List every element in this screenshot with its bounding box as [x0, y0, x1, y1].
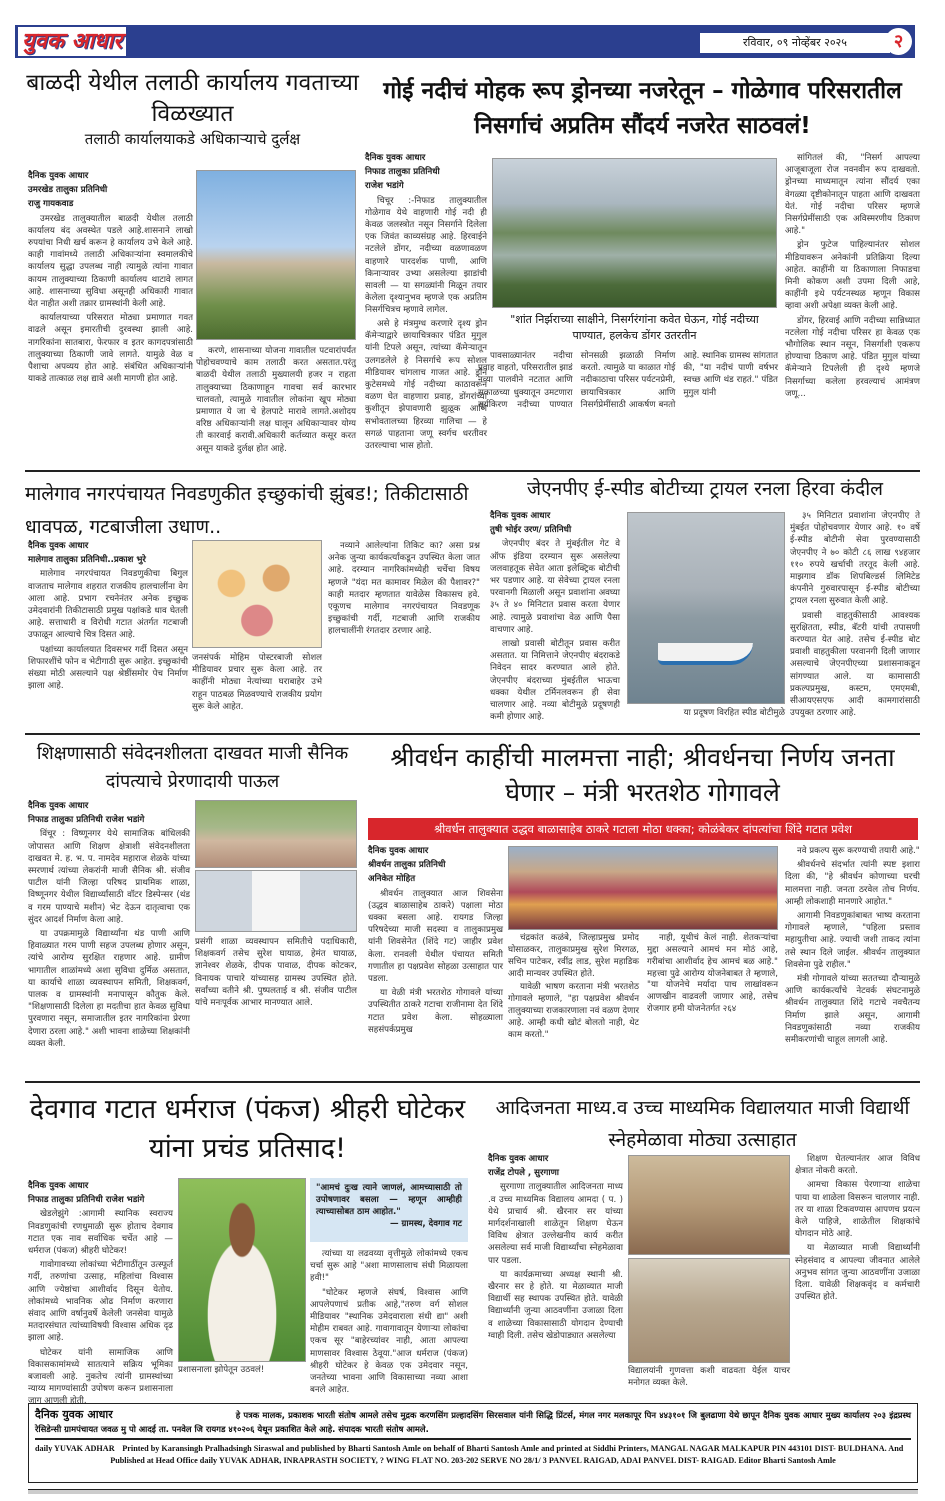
article-4-body [490, 510, 620, 723]
portrait-caption: प्रशासनाला झोपेतून उठवलं! [178, 1365, 265, 1375]
byline: राजेश भडांगे [365, 181, 404, 192]
e-speed-boat-photo [627, 512, 785, 704]
paragraph: श्रीवर्धन तालुक्यात आज शिवसेना (उद्धव बाळासाहेब ठाकरे) पक्षाला मोठा धक्का बसला आहे. रायगड जिल्हा परिषदेच्या माजी सदस्या व तालुकाप्रमुख यांनी शिवसेनेत (शिंदे गट) जाहीर प्रवेश केला. रानवली येथील पंचायत समिती गणातील हा पक्षप्रवेश सोहळा उत्साहात पार पडला. [368, 888, 503, 985]
paragraph: या उपक्रमामुळे विद्यार्थ्यांना थंड पाणी आणि हिवाळ्यात गरम पाणी सहज उपलब्ध होणार असून, त्यांचे आरोग्य सुरक्षित राहणार आहे. ग्रामीण भागातील शाळांमध्ये अशा सुविधा दुर्मिळ असतात, या कार्याचे शाळा व्यवस्थापन समिती, शिक्षकवर्ग, पालक व ग्रामस्थांनी मनापासून कौतुक केले. "शिक्षणासाठी दिलेला हा मदतीचा हात केवळ सुविधा पुरवणारा नसून, समाजातील इतर नागरिकांना प्रेरणा देणारा ठरला आहे." अशी भावना शाळेच्या शिक्षकांनी व्यक्त केली. [28, 929, 190, 1049]
paragraph: पक्षांच्या कार्यालयात दिवसभर गर्दी दिसत असून शिफारशींचे फोन व भेटीगाठी सुरू आहेत. इच्छुकांची संख्या मोठी असल्याने पक्ष श्रेष्ठींसमोर पेच निर्माण झाला आहे. [28, 644, 188, 692]
byline: उमरखेड तालुका प्रतिनिधी [28, 185, 108, 196]
imprint-separator [35, 1438, 911, 1440]
reunion-photo [628, 1155, 790, 1255]
byline: श्रीवर्धन तालुका प्रतिनिधी [368, 860, 446, 871]
paragraph: उमरखेड तालुक्यातील बाळदी येथील तलाठी कार्यालय बंद अवस्थेत पडले आहे.शासनाने लाखो रुपयांचा निधी खर्च करून हे कार्यालय उभे केले आहे. काही गावांमध्ये तलाठी अधिकाऱ्यांना स्वमालकीचे कार्यालय सुद्धा उपलब्ध नाही त्यामुळे त्यांना गावात कायम तालुक्याच्या ठिकाणी कार्यालय थाटावे लागत आहे. शासनाच्या सुविधा असूनही अधिकारी गावात येत नाहीत अशी तक्रार ग्रामस्थांनी केली आहे. [28, 213, 193, 310]
article-1-headline: बाळदी येथील तलाठी कार्यालय गवताच्या विळख्यात [26, 70, 359, 128]
article-8-body-right [795, 1153, 920, 1378]
byline: तुषी भोईर उरण/ प्रतिनिधी [490, 525, 572, 536]
article-7-body [28, 1180, 173, 1407]
paragraph: यावेळी भाषण करताना मंत्री भरतशेठ गोगावले म्हणाले, "हा पक्षप्रवेश श्रीवर्धन तालुक्याच्या राजकारणाला नवं वळण देणार आहे. आम्ही कधी खोटं बोलतो नाही, थेट काम करतो." [508, 982, 639, 1040]
paragraph: करणे, शासनाच्या योजना गावातील पटवारांपर्यंत पोहोचवण्याचे काम तलाठी करत असतात.परंतु बाळदी येथील तलाठी मुख्यालयी हजर न राहता तालुक्याच्या ठिकाणाहून गावचा सर्व कारभार चालवतो, त्यामुळे गावातील लोकांना खूप मोठ्या प्रमाणात ये जा चे हेलपाटे मारावे लागते.अशोदय वरिष्ठ अधिकाऱ्यांनी लक्ष घालून अधिकाऱ्यावर योग्य ती कारवाई करावी.अधिकारी कर्तव्यात कसूर करत असून याकडे दुर्लक्ष होत आहे. [196, 346, 356, 454]
candidate-portrait-photo [178, 1178, 306, 1362]
paragraph: विंचूर : विष्णूनगर येथे सामाजिक बांधिलकी जोपासत आणि शिक्षण क्षेत्राशी संवेदनशीलता दाखवत मे. ह. भ. प. नामदेव महाराज शेळके यांच्या स्मरणार्थ त्यांच्या लेकरांनी माजी सैनिक श्री. संजीव पाटील यांनी जिल्हा परिषद प्राथमिक शाळा, विष्णूनगर येथील विद्यार्थ्यांसाठी वॉटर डिस्पेन्सर (थंड व गरम पाण्याचे मशीन) भेट देऊन दातृत्वाचा एक सुंदर आदर्श निर्माण केला आहे. [28, 829, 190, 925]
paragraph: शिक्षण घेतल्यानंतर आज विविध क्षेत्रात नोकरी करतो. [795, 1154, 920, 1177]
paragraph: प्रवासी वाहतुकीसाठी आवश्यक सुरक्षितता, स्पीड, बॅटरी यांची तपासणी करण्यात येत आहे. तसेच ई-स्पीड बोट प्रवाशी वाहतुकीला परवानगी दिली जाणार असल्याचे जेएनपीएच्या प्रशासनाकडून सांगण्यात आले. या कामासाठी प्रकल्पप्रमुख, कस्टम, एमएमबी, सीआयएसएफ आदी कामगारांसाठी उपयुक्त ठरणार आहे. [790, 610, 920, 719]
article-7-body-mid [310, 1248, 468, 1396]
article-6-body-right [785, 845, 920, 1073]
paragraph: या मेळाव्यात माजी विद्यार्थ्यांनी स्नेहसंवाद व आपल्या जीवनात आलेले अनुभव सांगत जुन्या आठवणींना उजाळा दिला. यावेळी शिक्षकवृंद व कर्मचारी उपस्थित होते. [795, 1243, 920, 1303]
byline: राजेंद्र टोपले , सुरगाणा [488, 1168, 560, 1179]
school-event-photo [195, 800, 357, 868]
byline: दैनिक युवक आधार [28, 541, 89, 551]
photo-caption: "शांत निर्झराच्या साक्षीने, निसर्गरंगांना कवेत घेऊन, गोई नदीच्या पाण्यात, हलकेच डोंगर उतरतीन [510, 313, 759, 342]
water-dispenser-photo [195, 870, 357, 932]
pull-quote [310, 1178, 468, 1242]
byline: निफाड तालुका प्रतिनिधी [365, 167, 440, 178]
divider [25, 1081, 920, 1083]
article-8-headline: आदिजनता माध्य.व उच्च माध्यमिक विद्यालयात माजी विद्यार्थी स्नेहमेळावा मोठ्या उत्साहात [495, 1097, 910, 1152]
byline: दैनिक युवक आधार [488, 1154, 549, 1164]
paragraph: खेडलेझुंगे :आगामी स्थानिक स्वराज्य निवडणुकांची रणधुमाळी सुरू होताच देवगाव गटात एक नाव सर्वाधिक चर्चेत आहे — धर्मराज (पंकज) श्रीहरी घोटेकर! [28, 1209, 173, 1257]
article-3-headline: मालेगाव नगरपंचायत निवडणुकीत इच्छुकांची झुंबड!; तिकीटासाठी धावपळ, गटबाजीला उधाण.. [25, 483, 469, 539]
paragraph: नव्याने आलेल्यांना तिकिट का? असा प्रश्न अनेक जुन्या कार्यकर्त्यांकडून उपस्थित केला जात आहे. दरम्यान नागरिकांमध्येही चर्चेचा विषय म्हणजे "यंदा मत कामावर मिळेल की पैशावर?" काही मतदार म्हणतात यावेळेस विकासच हवे. एकूणच मालेगाव नगरपंचायत निवडणूक इच्छुकांची गर्दी, गटबाजी आणि राजकीय हालचालींनी रंगतदार ठरणार आहे. [328, 541, 480, 637]
byline: दैनिक युवक आधार [28, 1181, 89, 1191]
paragraph: गावोगावच्या लोकांच्या भेटीगाठींतून उत्स्फूर्त गर्दी, तरुणांचा उत्साह, महिलांचा विश्वास आणि ज्येष्ठांचा आशीर्वाद दिसून येतोय. लोकांमध्ये भावनिक ओढ निर्माण करणारा संवाद आणि वर्षानुवर्षे केलेली जनसेवा यामुळे मतदारसंघात त्यांच्याविषयी विश्वास अधिक दृढ झाला आहे. [28, 1260, 173, 1344]
goi-river-drone-photo [492, 158, 777, 308]
paragraph: लाखो प्रवासी बोटीतून प्रवास करीत असतात. या निमित्ताने जेएनपीए बंदराकडे निवेदन सादर करण्यात आले होते. जेएनपीए बंदराच्या मुंबईतील भाऊचा धक्का येथील टर्मिनलवरून ही सेवा चालणार आहे. नव्या बोटीमुळे प्रदूषणही कमी होणार आहे. [490, 639, 620, 723]
imprint-name-mr: दैनिक युवक आधार [35, 1408, 113, 1421]
paragraph: श्रीवर्धनचे संदर्भात त्यांनी स्पष्ट इशारा दिला की, "हे श्रीवर्धन कोणाच्या घरची मालमत्ता नाही. जनता ठरवेल तोच निर्णय. आम्ही लोकशाही मानणारे आहोत." [785, 860, 920, 907]
byline: दैनिक युवक आधार [365, 153, 426, 163]
boat-photo-caption: या प्रदूषण विरहित स्पीड बोटीमुळे [683, 708, 785, 718]
byline: दैनिक युवक आधार [28, 801, 89, 811]
party-entry-group-photo [508, 846, 778, 930]
paragraph: सुरगाणा तालुक्यातील आदिजनता माध्य .व उच्च माध्यमिक विद्यालय आमदा ( प. ) येथे प्राचार्य श्री. खैरनार सर यांच्या मार्गदर्शनाखाली शाळेतून शिक्षण घेऊन विविध क्षेत्रात उल्लेखनीय कार्य करीत असलेल्या सर्व माजी विद्यार्थ्यांचा स्नेहमेळावा पार पडला. [488, 1182, 623, 1266]
byline: राजु गायकवाड [28, 199, 74, 210]
byline: निफाड तालुका प्रतिनिधी राजेश भडांगे [28, 1195, 145, 1206]
article-1-subhead: तलाठी कार्यालयाकडे अधिकाऱ्याचे दुर्लक्ष [84, 130, 301, 148]
imprint-text-mr: हे पत्रक मालक, प्रकाशक भारती संतोष आमले तसेच मुद्रक करणसिंग प्रल्हादसिंग सिरसवाल यांनी सिद्धि प्रिंटर्स, मंगल नगर मलकापूर पिन ४४३१०१ जि बुलढाणा येथे छापून दैनिक युवक आधार मुख्य कार्यालय २०३ इंद्रप्रस्थ रेसिडेन्सी ग्रामपंचायत जवळ मु पो आदई ता. पनवेल जि रायगड ४१०२०६ येथून प्रकाशित केले आहे. संपादक भारती संतोष आमले. [35, 1410, 911, 1434]
imprint-text-en: Printed by Karansingh Pralhadsingh Siraswal and published by Bharti Santosh Amle on behalf of Bharti Santosh Amle and printed at Siddhi Printers, MANGAL NAGAR MALKAPUR PIN 443101 DIST- BULDHANA. And Published at Head Office daily YUVAK ADHAR, INRAPRASTH SOCIETY, ? WING FLAT NO. 203-202 SERVE NO 28/1/ 3 PANVEL RAIGAD, ADAI PANVEL DIST- RAIGAD. Editor Bharti Santosh Amle [110, 1444, 904, 1466]
article-6-headline: श्रीवर्धन काहींची मालमत्ता नाही; श्रीवर्धनचा निर्णय जनता घेणार – मंत्री भरतशेठ गोगावले [390, 743, 895, 807]
article-5-body [28, 800, 190, 1072]
byline: दैनिक युवक आधार [490, 511, 551, 521]
article-1-body-cont [196, 345, 356, 460]
paragraph: या कार्यक्रमाच्या अध्यक्ष स्थानी श्री. खैरनार सर हे होते. या मेळाव्यात माजी विद्यार्थी सह स्थापक उपस्थित होते. यावेळी विद्यार्थ्यांनी जुन्या आठवणींना उजाळा दिला व शाळेच्या विकासासाठी योगदान देण्याची ग्वाही दिली. तसेच खेडोपाड्यात असलेल्या [488, 1269, 623, 1341]
paragraph: आमचा विकास पेरणाऱ्या शाळेचा पाया या शाळेला विसरून चालणार नाही. तर या शाळा टिकवण्यास आपणच प्रयत्न केले पाहिजे, शाळेतील शिक्षकांचे योगदान मोठे आहे. [795, 1180, 920, 1240]
classroom-photo [628, 1258, 790, 1363]
article-2-body-right [785, 152, 920, 462]
paragraph: पावसाळ्यानंतर नदीचा प्रवाह वाहतो, परिसरातील झाडं नव्या पालवीने नटतात आणि सकाळच्या धुक्यातून उमटणारा सूर्यकिरण नदीच्या पाण्यात सोनसळी झळाळी निर्माण करतो. त्यामुळे या काळात गोई नदीकाठाचा परिसर पर्यटनप्रेमी, छायाचित्रकार आणि निसर्गप्रेमींसाठी आकर्षण बनतो आहे. स्थानिक ग्रामस्थ सांगतात की, "या नदीचं पाणी वर्षभर स्वच्छ आणि थंड राहतं." पंडित मुगुल यांनी [478, 351, 778, 410]
quote-text: "आमचं दुःख त्याने जाणलं, आमच्यासाठी तो उपोषणावर बसला — म्हणून आम्हीही त्याच्यासोबत ठाम आहोत." [316, 1183, 462, 1218]
article-1-body [28, 170, 193, 460]
paragraph: घोटेकर यांनी सामाजिक आणि विकासकामांमध्ये सातत्याने सक्रिय भूमिका बजावली आहे. नुकतेच त्यांनी ग्रामस्थांच्या न्याय्य मागण्यांसाठी उपोषण करून प्रशासनाला जाग आणली होती. [28, 1347, 173, 1407]
article-2-body-bottom [478, 350, 778, 462]
masthead [15, 25, 915, 58]
article-6-banner: श्रीवर्धन तालुक्यात उद्धव बाळासाहेब ठाकरे गटाला मोठा धक्का; कोळंबेकर दांपत्यांचा शिंदे गटात प्रवेश [368, 818, 918, 840]
article-2-body [365, 152, 487, 316]
paragraph: सांगितलं की, "निसर्ग आपल्या आजूबाजूला रोज नवनवीन रूप दाखवतो. ड्रोनच्या माध्यमातून त्यांना सौंदर्य एका वेगळ्या दृष्टीकोनातून पाहता आणि दाखवता येतं. गोई नदीचा परिसर म्हणजे निसर्गप्रेमींसाठी एक अविस्मरणीय ठिकाण आहे." [785, 153, 920, 237]
article-4-body-right [790, 510, 920, 722]
divider [25, 733, 920, 735]
byline: अनिकेत मोहित [368, 874, 416, 885]
article-5-headline: शिक्षणासाठी संवेदनशीलता दाखवत माजी सैनिक दांपत्याचे प्रेरणादायी पाऊल [36, 743, 349, 792]
paragraph: चिचूर :-निफाड तालुक्यातील गोळेगाव येथे वाहणारी गोई नदी ही केवळ जलस्त्रोत नसून निसर्गाने दिलेला एक जिवंत काव्यसंग्रह आहे. हिरवाईने नटलेले डोंगर, नदीच्या वळणावळण वाहणारे पारदर्शक पाणी, आणि किनाऱ्यावर उभ्या असलेल्या झाडांची सावली — या सगळ्यांनी मिळून तयार केलेला दृश्यानुभव म्हणजे एक अप्रतिम निसर्गचित्रच म्हणावे लागेल. [365, 195, 487, 316]
paragraph: मालेगाव नगरपंचायत निवडणुकीचा बिगुल वाजताच मालेगाव शहरात राजकीय हालचालींना वेग आला आहे. प्रभाग रचनेनंतर अनेक इच्छुक उमेदवारांनी तिकीटासाठी प्रमुख पक्षांकडे धाव घेतली आहे. सत्ताधारी व विरोधी गटात अंतर्गत गटबाजी उफाळून आल्याचे चित्र दिसत आहे. [28, 569, 188, 641]
paragraph: नवे प्रकल्प सुरू करण्याची तयारी आहे." [797, 846, 920, 856]
byline: मालेगाव तालुका प्रतिनिधी..प्रकाश भुरे [28, 555, 146, 566]
paragraph: चंद्रकांत कळंबे, जिल्हाप्रमुख प्रमोद घोसाळकर, तालुकाप्रमुख सुरेश मिरगळ, सचिन पाटेकर, रवींद्र लाड, सुरेश महाडिक आदी मान्यवर उपस्थित होते. [508, 933, 639, 979]
article-3-body-right [328, 540, 480, 722]
newspaper-logo: युवक आधार [18, 27, 126, 56]
paragraph: "घोटेकर म्हणजे संघर्ष, विश्वास आणि आपलेपणाचं प्रतीक आहे,"तरुण वर्ग सोशल मीडियावर "स्थानिक उमेदवाराला संधी द्या" अशी मोहीम राबवत आहे. गावागावातून येणाऱ्या लोकांचा एकच सूर "बाहेरच्यांवर नाही, आता आपल्या माणसावर विश्वास ठेवूया."आज धर्मराज (पंकज) श्रीहरी घोटेकर हे केवळ एक उमेदवार नसून, जनतेच्या भावना आणि विकासाच्या नव्या आशा बनले आहेत. [310, 1287, 468, 1396]
politics-cartoon [192, 540, 322, 648]
article-3-body [28, 540, 188, 720]
imprint-box [28, 1403, 918, 1483]
paragraph: नाही, यूथीचं केलं नाही. शेतकऱ्यांचा मुद्दा असल्याने आमचं मन मोठं आहे, गरीबांचा आशीर्वाद हेच आमचं बळ आहे." महत्त्वा पुढे आरोग्य योजनेबाबत ते म्हणाले, "या योजनेचे मर्यादा पाच लाखांवरून आणखीन वाढवली जाणार आहे, तसेच रोजगार हमी योजनेतर्गत २६४ [647, 933, 778, 1015]
boat-shape [658, 643, 753, 665]
page-number: २ [885, 28, 912, 55]
issue-date: रविवार, ०९ नोव्हेंबर २०२५ [700, 33, 890, 53]
paragraph: त्यांच्या या लढवय्या वृत्तीमुळे लोकांमध्ये एकच चर्चा सुरू आहे "अशा माणसालाच संधी मिळायला हवी!" [310, 1249, 468, 1284]
article-7-headline: देवगाव गटात धर्मराज (पंकज) श्रीहरी घोटेकर यांना प्रचंड प्रतिसाद! [29, 1094, 466, 1165]
paragraph: जेएनपीए बंदर ते मुंबईतील गेट वे ऑफ इंडिया दरम्यान सुरू असलेल्या जलवाहतूक सेवेत आता इलेक्ट्रिक बोटीची भर पडणार आहे. या सेवेच्या ट्रायल रनला परवानगी मिळाली असून प्रवाशांना अवघ्या ३५ ते ४० मिनिटात प्रवास करता येणार आहे. त्यामुळे प्रवाशांचा वेळ आणि पैसा वाचणार आहे. [490, 539, 620, 635]
print-registration-bar [28, 1489, 918, 1494]
article-2-headline: गोई नदीचं मोहक रूप ड्रोनच्या नजरेतून – गोळेगाव परिसरातील निसर्गाचं अप्रतिम सौंदर्य नजरेत साठवलं! [383, 78, 902, 139]
byline: दैनिक युवक आधार [28, 171, 89, 181]
article-6-body [368, 845, 503, 1073]
article-2-body-mid [365, 318, 487, 460]
cartoon-caption: जनसंपर्क मोहिम पोस्टरबाजी सोशल मीडियावर प्रचार सुरू केला आहे. तर काहींनी मोठ्या नेत्यांच्या घराबाहेर उभे राहून पाठबळ मिळवण्याचे राजकीय प्रयोग सुरू केले आहेत. [192, 653, 322, 712]
paragraph: असे हे मंत्रमुग्ध करणारे दृश्य ड्रोन कॅमेऱ्याद्वारे छायाचित्रकार पंडित मुगुल यांनी टिपले असून, त्यांच्या कॅमेऱ्यातून उलगडलेले हे निसर्गाचे रूप सोशल मीडियावर चांगलाच गाजत आहे. ड्रोन कुटेसमध्ये गोई नदीच्या काठावरून वळण घेत वाहणारा प्रवाह, डोंगरांच्या कुशीतून झेपावणारी झुळूक आणि सभोवतालच्या हिरव्या गालिचा — हे सगळं पाहताना जणू स्वर्गच धरतीवर उतरल्याचा भास होतो. [365, 319, 487, 452]
divider [25, 470, 920, 472]
paragraph: आगामी निवडणुकांबाबत भाष्य करताना गोगावले म्हणाले, "पहिला प्रस्ताव महायुतीचा आहे. ज्याची जशी ताकद त्यांना तसे स्थान दिले जाईल. श्रीवर्धन तालुक्यात शिवसेना पुढे राहील." [785, 911, 920, 970]
byline: दैनिक युवक आधार [368, 846, 429, 856]
paragraph: या वेळी मंत्री भरतशेठ गोगावले यांच्या उपस्थितीत ठाकरे गटाचा राजीनामा देत शिंदे गटात प्रवेश केला. सोहळ्याला सहसंपर्कप्रमुख [368, 988, 503, 1035]
paragraph: कार्यालयाच्या परिसरात मोठ्या प्रमाणात गवत वाढले असून इमारतीची दुरवस्था झाली आहे. नागरिकांना सातबारा, फेरफार व इतर कागदपत्रांसाठी तालुक्याच्या ठिकाणी जावे लागते. यामुळे वेळ व पैशाचा अपव्यय होत आहे. संबंधित अधिकाऱ्यांनी याकडे तात्काळ लक्ष द्यावे अशी मागणी होत आहे. [28, 313, 193, 385]
article-5-photo-caption: प्रसंगी शाळा व्यवस्थापन समितीचे पदाधिकारी, शिक्षकवर्ग तसेच सुरेश घायाळ, हेमंत घायाळ, ज्ञानेश्वर शेळके, दीपक पावाळ, दीपक कोटकर, विनायक पाचारे यांच्यासह ग्रामस्थ उपस्थित होते. सर्वांच्या वतीने श्री. पुष्पलताई व श्री. संजीव पाटील यांचे मनःपूर्वक आभार मानण्यात आले. [195, 937, 357, 1009]
reunion-photo-caption: विद्यालयांनी गुणवत्ता कशी वाढवता येईल याचर मनोगत व्यक्त केले. [628, 1366, 790, 1389]
article-4-headline: जेएनपीए ई-स्पीड बोटीच्या ट्रायल रनला हिरवा कंदील [526, 478, 884, 500]
quote-attribution: — ग्रामस्थ, देवगाव गट [389, 1219, 462, 1230]
article-6-body-mid [508, 933, 778, 1077]
article-8-body [488, 1153, 623, 1378]
paragraph: डोंगर, हिरवाई आणि नदीच्या सान्निध्यात नटलेला गोई नदीचा परिसर हा केवळ एक भौगोलिक स्थान नसून, निसर्गाशी एकरूप होण्याचा ठिकाण आहे. पंडित मुगुल यांच्या कॅमेऱ्याने टिपलेली ही दृश्ये म्हणजे निसर्गाच्या कलेला हरवल्याचं आमंत्रण जणू... [785, 315, 920, 399]
paragraph: ३५ मिनिटात प्रवाशांना जेएनपीए ते मुंबईत पोहोचवणार येणार आहे. १० वर्षे ई-स्पीड बोटीनी सेवा पुरवण्यासाठी जेएनपीए ने ७० कोटी ८६ लाख ९४हजार ११० रुपये खर्चाची तरतूद केली आहे. माझगाव डॉक शिपबिल्डर्स लिमिटेड कंपनीने गुरुवारपासून ई-स्पीड बोटीच्या ट्रायल रनला सुरुवात केली आहे. [790, 511, 920, 607]
paragraph: मंत्री गोगावले यांच्या सततच्या दौऱ्यामुळे आणि कार्यकर्त्यांचे नेटवर्क संघटनामुळे श्रीवर्धन तालुक्यात शिंदे गटाचे नवचैतन्य निर्माण झाले असून, आगामी निवडणुकांसाठी नव्या राजकीय समीकरणांची चाहूल लागली आहे. [785, 974, 920, 1046]
talathi-office-photo [196, 170, 356, 340]
byline: निफाड तालुका प्रतिनिधी राजेश भडांगे [28, 815, 145, 826]
paragraph: ड्रोन फुटेज पाहिल्यानंतर सोशल मीडियावरून अनेकांनी प्रतिक्रिया दिल्या आहेत. काहींनी या ठिकाणाला निफाडचा मिनी कोकण अशी उपमा दिली आहे, काहींनी इथे पर्यटनस्थळ म्हणून विकास व्हावा अशी अपेक्षा व्यक्त केली आहे. [785, 240, 920, 312]
imprint-name-en: daily YUVAK ADHAR [35, 1444, 115, 1454]
